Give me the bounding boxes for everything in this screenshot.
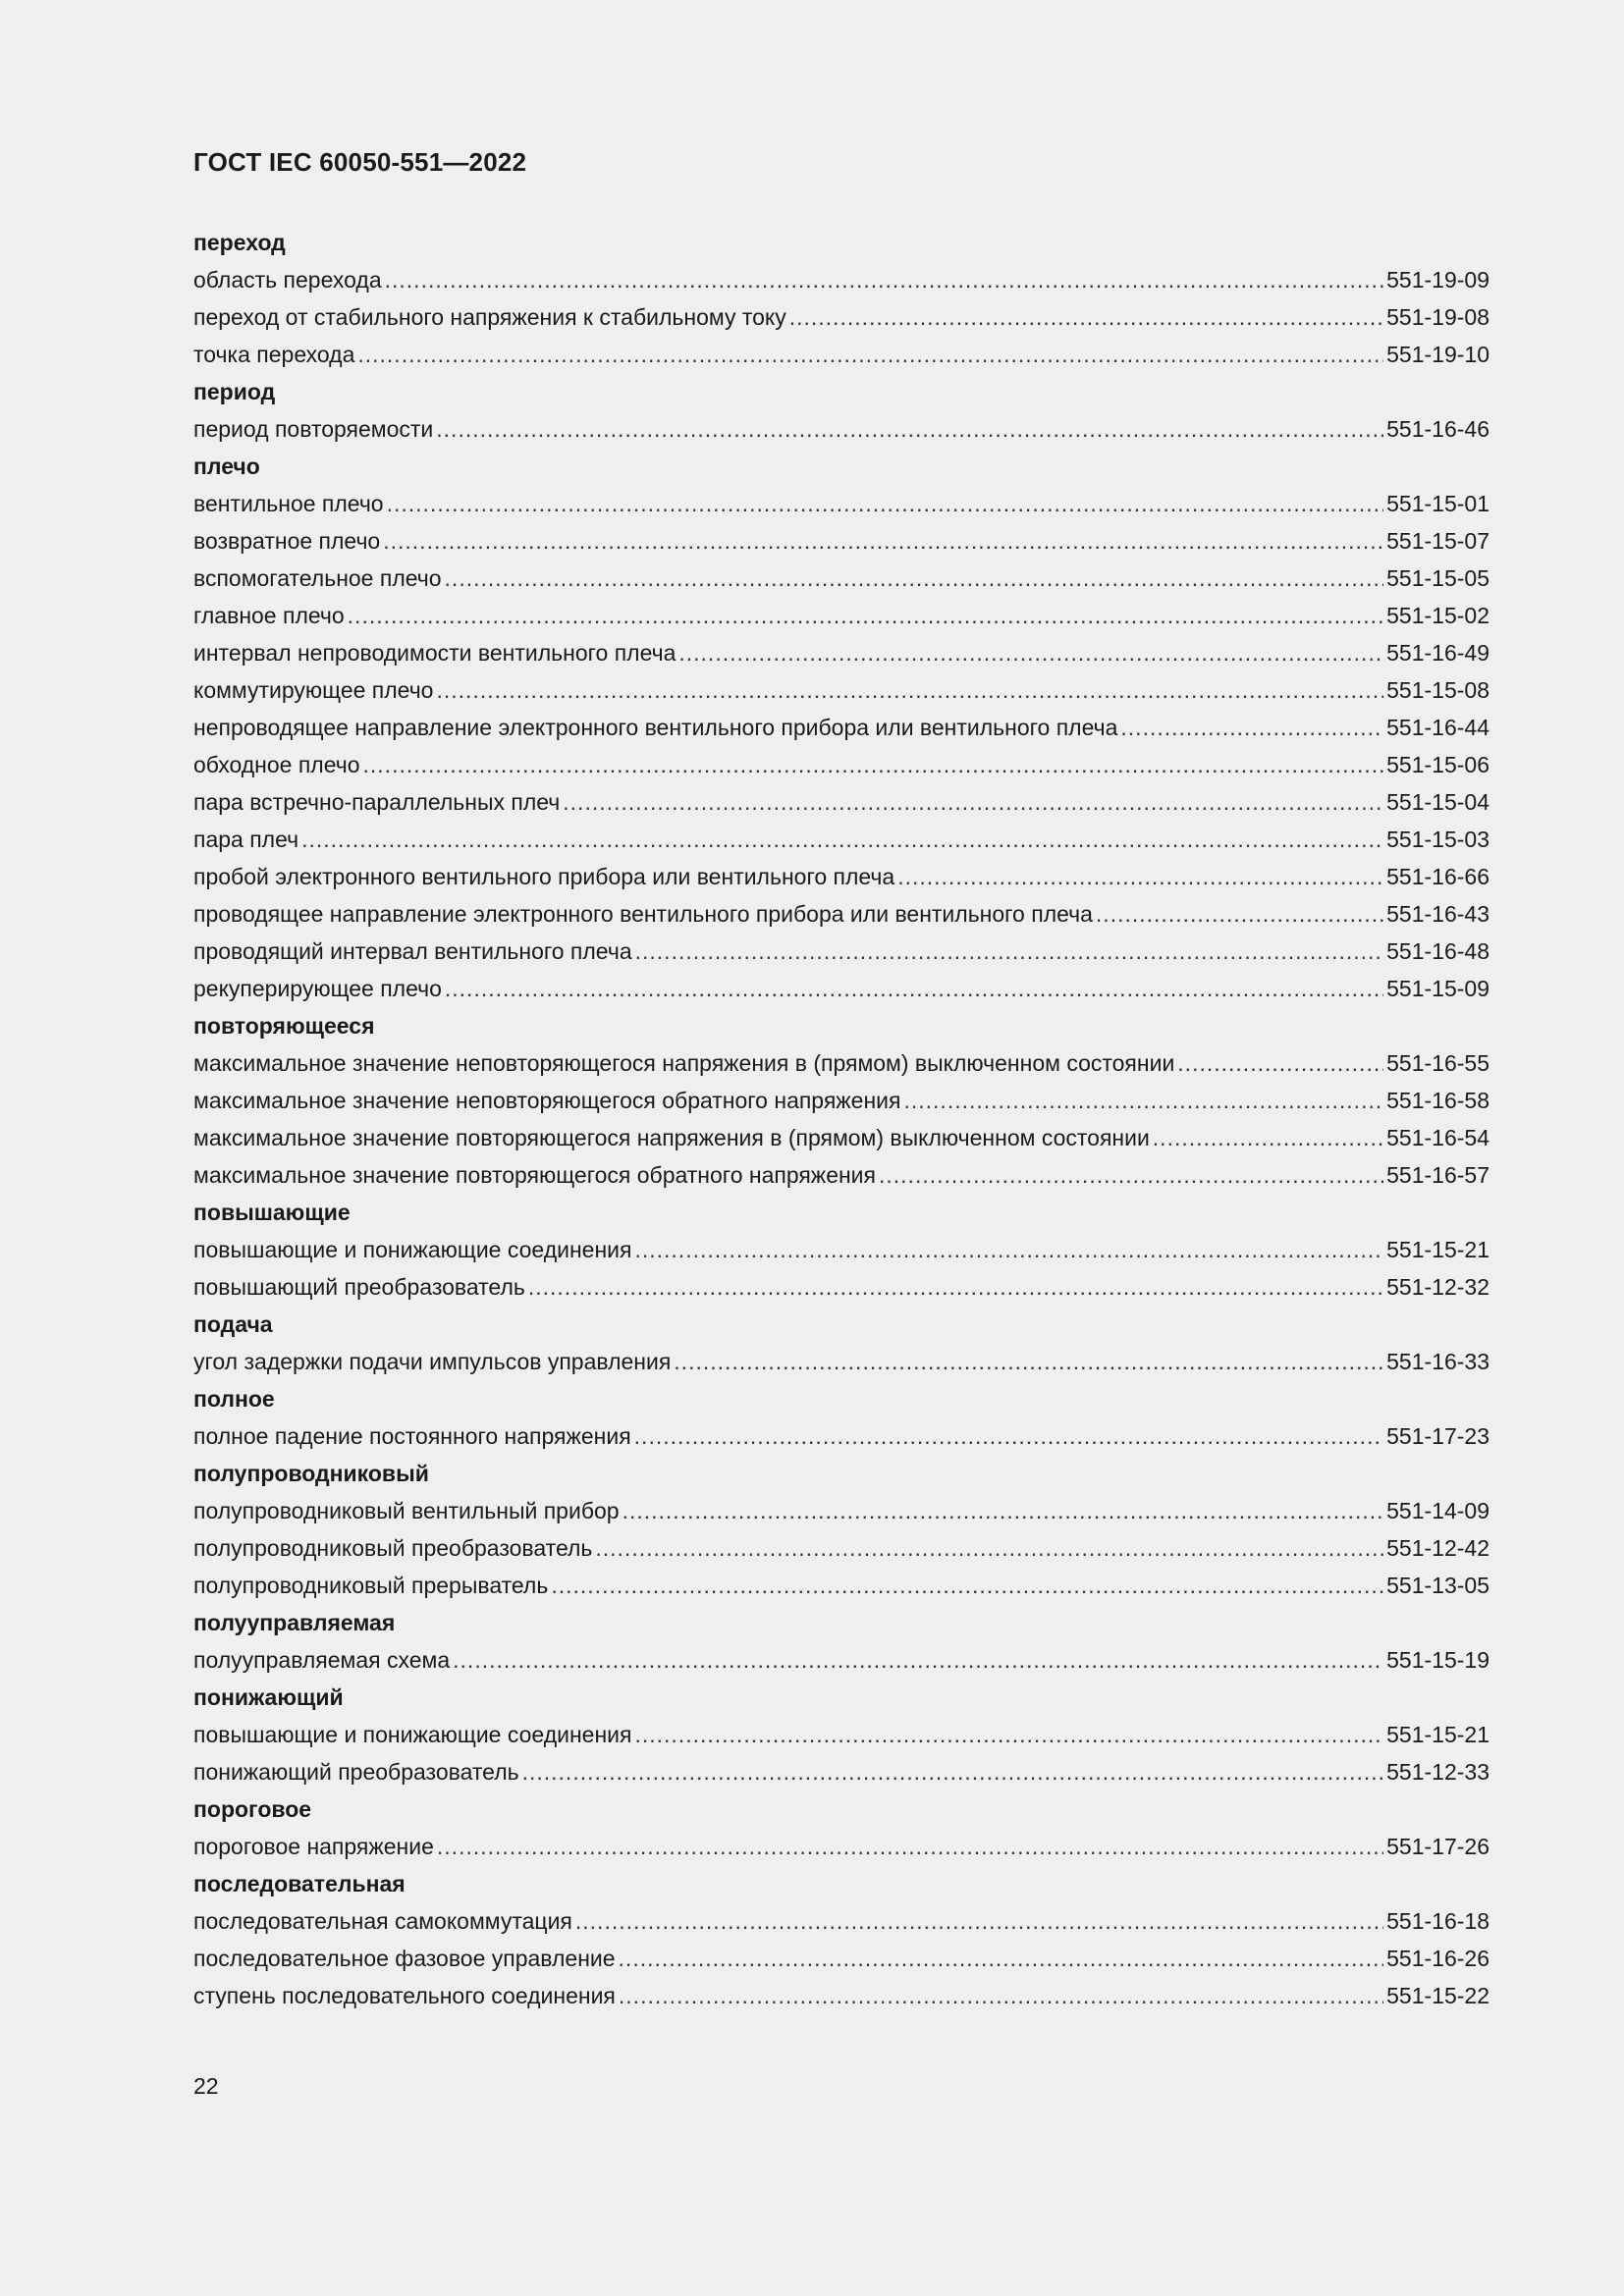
index-group-title: период <box>193 379 276 404</box>
index-entry-term: период повторяемости <box>193 416 434 442</box>
index-entry-reference: 551-16-57 <box>1386 1162 1489 1188</box>
index-entry <box>193 1753 1489 1790</box>
index-entry-reference: 551-15-03 <box>1386 827 1489 852</box>
index-entry-reference: 551-16-18 <box>1386 1908 1489 1934</box>
index-entry-reference: 551-15-09 <box>1386 976 1489 1001</box>
dot-leader <box>445 560 1384 597</box>
term-index <box>193 224 1489 2014</box>
index-entry <box>193 1156 1489 1194</box>
index-entry-reference: 551-12-42 <box>1386 1535 1489 1561</box>
dot-leader <box>363 746 1384 783</box>
dot-leader <box>789 298 1383 336</box>
dot-leader <box>635 933 1384 970</box>
index-entry-reference: 551-15-21 <box>1386 1722 1489 1747</box>
index-group-title: плечо <box>193 454 260 479</box>
index-entry <box>193 634 1489 671</box>
index-entry-reference: 551-16-26 <box>1386 1946 1489 1971</box>
dot-leader <box>1120 709 1383 746</box>
index-group-title: полное <box>193 1386 275 1412</box>
index-entry <box>193 560 1489 597</box>
index-entry <box>193 858 1489 895</box>
index-entry-reference: 551-19-09 <box>1386 267 1489 293</box>
dot-leader <box>623 1492 1384 1529</box>
dot-leader <box>678 634 1383 671</box>
dot-leader <box>445 970 1383 1007</box>
index-entry <box>193 410 1489 448</box>
index-entry <box>193 709 1489 746</box>
document-header: ГОСТ IEC 60050-551—2022 <box>193 147 527 177</box>
index-entry <box>193 1119 1489 1156</box>
index-entry-reference: 551-13-05 <box>1386 1573 1489 1598</box>
index-entry-term: пороговое напряжение <box>193 1834 434 1859</box>
index-entry <box>193 1343 1489 1380</box>
dot-leader <box>1153 1119 1383 1156</box>
dot-leader <box>1177 1044 1383 1082</box>
index-entry-term: полупроводниковый вентильный прибор <box>193 1498 620 1523</box>
dot-leader <box>595 1529 1383 1567</box>
dot-leader <box>348 597 1383 634</box>
dot-leader <box>387 485 1384 522</box>
index-group-title: повышающие <box>193 1200 351 1225</box>
index-entry-reference: 551-15-21 <box>1386 1237 1489 1262</box>
dot-leader <box>619 1940 1384 1977</box>
index-entry <box>193 1417 1489 1455</box>
index-entry-reference: 551-12-33 <box>1386 1759 1489 1785</box>
index-entry-term: обходное плечо <box>193 752 360 777</box>
index-entry-reference: 551-15-01 <box>1386 491 1489 516</box>
index-entry-reference: 551-17-26 <box>1386 1834 1489 1859</box>
index-entry <box>193 895 1489 933</box>
index-entry-reference: 551-15-08 <box>1386 677 1489 703</box>
dot-leader <box>436 671 1383 709</box>
index-entry <box>193 1044 1489 1082</box>
dot-leader <box>903 1082 1383 1119</box>
index-entry <box>193 336 1489 373</box>
index-entry <box>193 1940 1489 1977</box>
index-entry-reference: 551-15-04 <box>1386 789 1489 815</box>
index-entry <box>193 933 1489 970</box>
index-entry-term: максимальное значение повторяющегося напряжения в (прямом) выключенном состоянии <box>193 1125 1150 1150</box>
index-entry-reference: 551-14-09 <box>1386 1498 1489 1523</box>
index-entry <box>193 261 1489 298</box>
index-entry-term: полууправляемая схема <box>193 1647 451 1673</box>
index-entry <box>193 1492 1489 1529</box>
index-entry-reference: 551-17-23 <box>1386 1423 1489 1449</box>
dot-leader <box>551 1567 1383 1604</box>
dot-leader <box>522 1753 1384 1790</box>
dot-leader <box>528 1268 1383 1306</box>
index-entry-reference: 551-15-07 <box>1386 528 1489 554</box>
dot-leader <box>619 1977 1383 2014</box>
dot-leader <box>897 858 1383 895</box>
index-entry-term: максимальное значение неповторяющегося обратного напряжения <box>193 1088 901 1113</box>
index-entry-reference: 551-16-54 <box>1386 1125 1489 1150</box>
index-group-title: полупроводниковый <box>193 1461 429 1486</box>
index-entry <box>193 821 1489 858</box>
dot-leader <box>357 336 1383 373</box>
index-entry-reference: 551-15-06 <box>1386 752 1489 777</box>
index-entry <box>193 671 1489 709</box>
index-entry-reference: 551-16-33 <box>1386 1349 1489 1374</box>
index-entry-term: последовательное фазовое управление <box>193 1946 616 1971</box>
index-entry-term: ступень последовательного соединения <box>193 1983 616 2008</box>
dot-leader <box>634 1716 1383 1753</box>
index-entry <box>193 1268 1489 1306</box>
index-entry <box>193 1902 1489 1940</box>
index-entry <box>193 597 1489 634</box>
index-entry-term: повышающие и понижающие соединения <box>193 1237 632 1262</box>
dot-leader <box>1096 895 1383 933</box>
index-entry-term: рекуперирующее плечо <box>193 976 442 1001</box>
index-entry <box>193 485 1489 522</box>
index-entry-term: переход от стабильного напряжения к стабильному току <box>193 304 786 330</box>
index-entry-reference: 551-16-43 <box>1386 901 1489 927</box>
index-entry-term: повышающие и понижающие соединения <box>193 1722 632 1747</box>
index-entry-term: вспомогательное плечо <box>193 565 442 591</box>
index-entry-reference: 551-16-55 <box>1386 1050 1489 1076</box>
dot-leader <box>436 410 1383 448</box>
index-entry-term: пробой электронного вентильного прибора или вентильного плеча <box>193 864 895 889</box>
index-group-title: понижающий <box>193 1684 344 1710</box>
index-entry <box>193 1641 1489 1679</box>
index-entry-reference: 551-15-22 <box>1386 1983 1489 2008</box>
dot-leader <box>674 1343 1383 1380</box>
index-entry <box>193 1828 1489 1865</box>
index-entry-term: проводящее направление электронного вентильного прибора или вентильного плеча <box>193 901 1093 927</box>
index-entry-reference: 551-16-49 <box>1386 640 1489 666</box>
index-entry-term: максимальное значение неповторяющегося напряжения в (прямом) выключенном состоянии <box>193 1050 1175 1076</box>
index-entry-term: пара плеч <box>193 827 299 852</box>
index-entry-reference: 551-15-19 <box>1386 1647 1489 1673</box>
dot-leader <box>634 1231 1383 1268</box>
index-entry-reference: 551-16-44 <box>1386 715 1489 740</box>
index-entry-reference: 551-19-10 <box>1386 342 1489 367</box>
dot-leader <box>879 1156 1383 1194</box>
index-entry <box>193 970 1489 1007</box>
index-entry <box>193 1529 1489 1567</box>
index-entry <box>193 1231 1489 1268</box>
dot-leader <box>634 1417 1383 1455</box>
index-group-title: переход <box>193 230 286 255</box>
index-entry-term: проводящий интервал вентильного плеча <box>193 938 632 964</box>
index-entry <box>193 746 1489 783</box>
index-group-title: последовательная <box>193 1871 406 1896</box>
dot-leader <box>301 821 1383 858</box>
index-entry-term: максимальное значение повторяющегося обратного напряжения <box>193 1162 876 1188</box>
index-entry-reference: 551-16-66 <box>1386 864 1489 889</box>
dot-leader <box>437 1828 1383 1865</box>
dot-leader <box>453 1641 1383 1679</box>
dot-leader <box>385 261 1384 298</box>
index-entry <box>193 783 1489 821</box>
index-group-title: пороговое <box>193 1796 312 1822</box>
index-entry-reference: 551-16-58 <box>1386 1088 1489 1113</box>
index-entry-term: точка перехода <box>193 342 355 367</box>
dot-leader <box>563 783 1383 821</box>
index-entry-reference: 551-16-48 <box>1386 938 1489 964</box>
dot-leader <box>575 1902 1383 1940</box>
index-entry-reference: 551-15-05 <box>1386 565 1489 591</box>
index-entry-term: возвратное плечо <box>193 528 381 554</box>
index-entry <box>193 522 1489 560</box>
index-entry-term: пара встречно-параллельных плеч <box>193 789 561 815</box>
index-entry <box>193 1082 1489 1119</box>
index-entry <box>193 1716 1489 1753</box>
index-entry-term: полупроводниковый преобразователь <box>193 1535 593 1561</box>
index-entry-term: угол задержки подачи импульсов управления <box>193 1349 672 1374</box>
index-entry <box>193 298 1489 336</box>
index-entry-term: интервал непроводимости вентильного плеча <box>193 640 677 666</box>
index-entry-term: главное плечо <box>193 603 345 628</box>
index-entry-reference: 551-16-46 <box>1386 416 1489 442</box>
index-entry-term: понижающий преобразователь <box>193 1759 519 1785</box>
index-entry-term: повышающий преобразователь <box>193 1274 525 1300</box>
index-group-title: полууправляемая <box>193 1610 396 1635</box>
index-entry <box>193 1567 1489 1604</box>
index-entry-term: область перехода <box>193 267 382 293</box>
index-entry-term: коммутирующее плечо <box>193 677 434 703</box>
index-entry-reference: 551-15-02 <box>1386 603 1489 628</box>
index-entry-term: непроводящее направление электронного вентильного прибора или вентильного плеча <box>193 715 1118 740</box>
index-entry-term: полупроводниковый прерыватель <box>193 1573 549 1598</box>
index-entry-term: полное падение постоянного напряжения <box>193 1423 631 1449</box>
page-number: 22 <box>193 2073 219 2099</box>
index-entry <box>193 1977 1489 2014</box>
dot-leader <box>383 522 1383 560</box>
index-entry-term: вентильное плечо <box>193 491 384 516</box>
index-entry-reference: 551-19-08 <box>1386 304 1489 330</box>
index-group-title: повторяющееся <box>193 1013 375 1039</box>
index-entry-term: последовательная самокоммутация <box>193 1908 572 1934</box>
index-entry-reference: 551-12-32 <box>1386 1274 1489 1300</box>
index-group-title: подача <box>193 1311 273 1337</box>
